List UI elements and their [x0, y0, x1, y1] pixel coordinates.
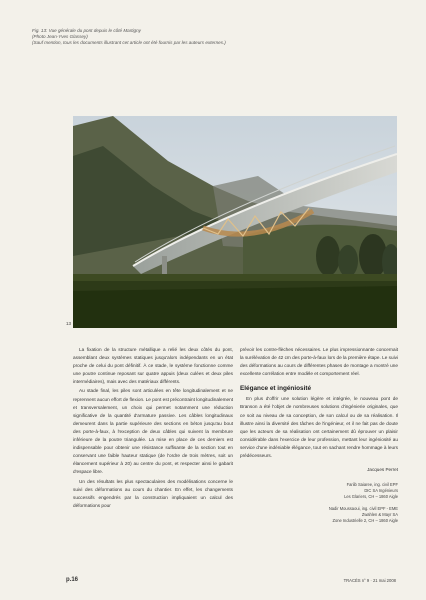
issue-info: TRACÉS n° 9 · 21 mai 2008: [343, 578, 396, 583]
caption-title: Fig. 13: Vue générale du pont depuis le côté Martigny: [32, 28, 141, 33]
left-column: [73, 346, 233, 511]
section-heading: Elégance et ingéniosité: [240, 385, 312, 393]
caption-photo-credit: (Photo Jean-Yves Glassey): [32, 34, 88, 40]
credit-line: Les Glariers, CH – 1860 Aigle: [344, 494, 398, 500]
right-column: [240, 346, 398, 530]
paragraph: Au stade final, les piles sont articulées en tête longitudinalement et ne reprennent aucun effort de flexion. Le pont est précontraint longitudinalement et transversalement, un choix qui permet notamment une réduction significative de la quantité d'armature passive. Les câbles longitudinaux demeurent dans la partie supérieure des sections en béton jusqu'au bout des porte-à-faux, à l'exception de deux câbles qui suivent la membrure inférieure de la poutre triangulée. La mise en place de ces derniers est indispensable pour obtenir une résistance suffisante de la section tout en conservant une faible hauteur statique (de l'ordre de trois mètres, soit un élancement supérieur à 20) au centre du pont, et respecter ainsi le gabarit d'espace libre.: [73, 388, 233, 475]
credit-line: DIC SA Ingénieurs: [364, 488, 398, 494]
author: Jacques Perret: [367, 467, 398, 473]
paragraph: prévoir les contre-flèches nécessaires. Le plus impressionnante concernait la surélévation de 42 cm des porte-à-faux lors de la première étape. Le suivi des déformations au cours de différentes phases de montage a montré une excellente corrélation entre modèle et comportement réel.: [240, 347, 398, 377]
figure-caption: [32, 28, 242, 47]
credit-line: Nadir Moussaoui, ing. civil EPF - EME: [328, 505, 398, 511]
author-credit-2: [240, 506, 398, 524]
page-number: p.16: [66, 577, 79, 583]
paragraph: En plus d'offrir une solution légère et intégrée, le nouveau pont de Branson a été l'objet de nombreuses solutions d'ingénierie originales, que ce soit au niveau de sa conception, de son calcul ou de sa réalisation. Il illustre ainsi la diversité des tâches de l'ingénieur, et il ne fait pas de doute que les acteurs de sa réalisation ont certainement dû éprouver un plaisir considérable dans l'exercice de leur profession, mettant leur ingéniosité au service d'une indéniable élégance, tout en sachant rendre hommage à leurs prédécesseurs.: [240, 396, 398, 459]
bridge-photo: [73, 116, 397, 328]
credit-line: Fariib Saiaree, ing. civil EPF: [346, 482, 398, 488]
paragraph: La fixation de la structure métallique a relié les deux côtés du pont, assemblant deux systèmes statiques jusqu'alors indépendants en un état proche de celui du pont définitif. À ce stade, le système fonctionne comme une poutre continue reposant sur quatre appuis (deux culées et deux piles intermédiaires), mais avec des matériaux différents.: [73, 347, 233, 385]
paragraph: Un des résultats les plus spectaculaires des modélisations concerne le suivi des déformations au cours du chantier. En effet, les changements successifs engendrés par la construction impliquaient un calcul des déformations pour: [73, 478, 233, 508]
caption-note: (Sauf mention, tous les documents illustrant cet article ont été fournis par les auteurs externes.): [32, 40, 226, 46]
credit-line: Zone Industrielle 2, CH – 1860 Aigle: [332, 517, 398, 523]
author-credit-1: [240, 482, 398, 500]
figure-number: 13: [66, 321, 72, 326]
credit-line: Zwahlen & Mayr SA: [361, 511, 398, 517]
